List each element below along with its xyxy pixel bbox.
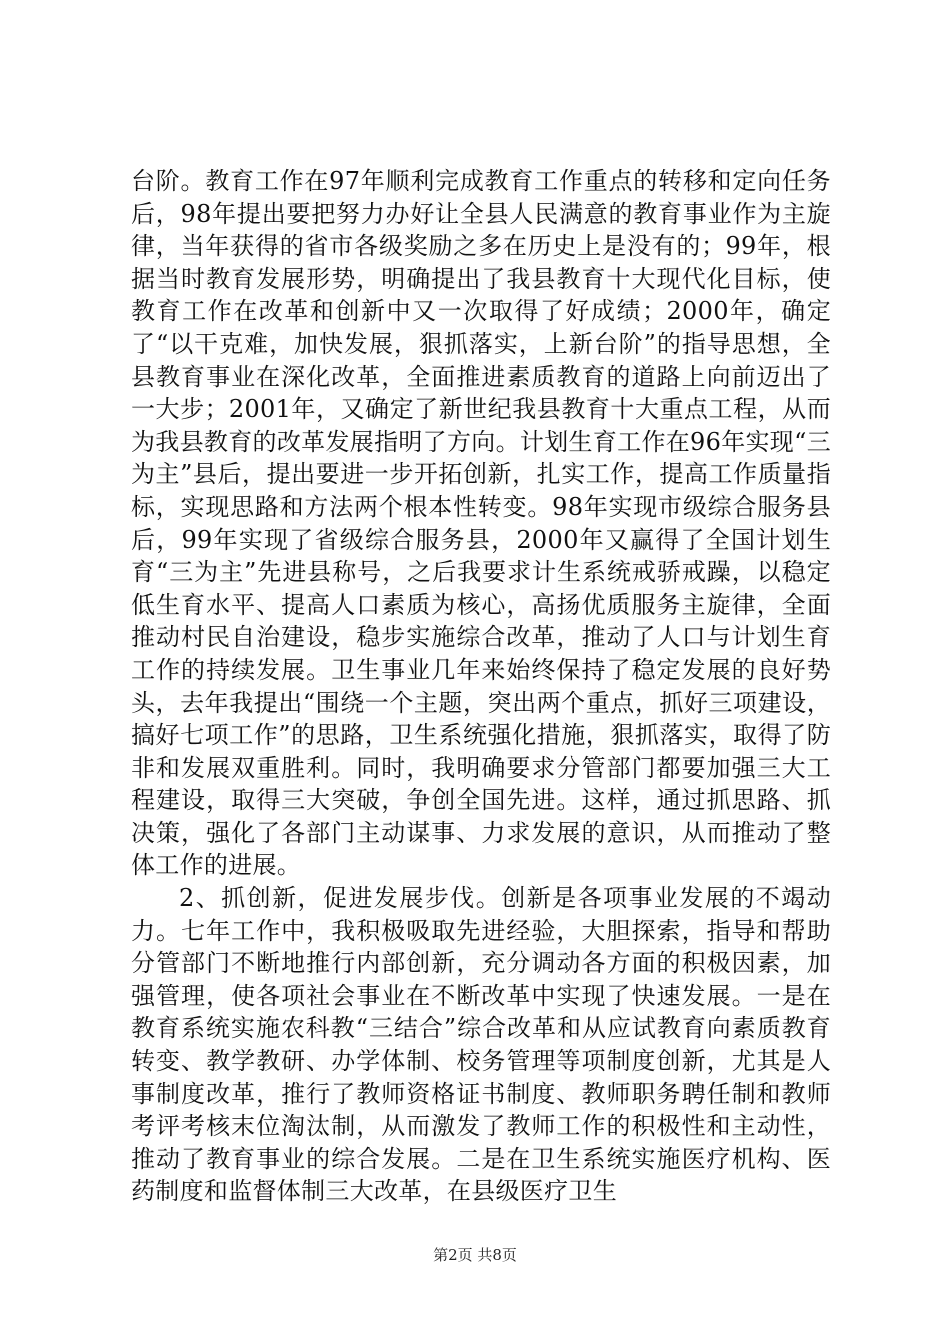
paragraph-1: 台阶。教育工作在97年顺利完成教育工作重点的转移和定向任务后，98年提出要把努力办好让全县人民满意的教育事业作为主旋律，当年获得的省市各级奖励之多在历史上是没有的；99年，根据当时教育发展形势，明确提出了我县教育十大现代化目标，使教育工作在改革和创新中又一次取得了好成绩；2000年，确定了“以干克难，加快发展，狠抓落实，上新台阶”的指导思想，全县教育事业在深化改革，全面推进素质教育的道路上向前迈出了一大步；2001年，又确定了新世纪我县教育十大重点工程，从而为我县教育的改革发展指明了方向。计划生育工作在96年实现“三为主”县后，提出要进一步开拓创新，扎实工作，提高工作质量指标，实现思路和方法两个根本性转变。98年实现市级综合服务县后，99年实现了省级综合服务县，2000年又赢得了全国计划生育“三为主”先进县称号，之后我要求计生系统戒骄戒躁，以稳定低生育水平、提高人口素质为核心，高扬优质服务主旋律，全面推动村民自治建设，稳步实施综合改革，推动了人口与计划生育工作的持续发展。卫生事业几年来始终保持了稳定发展的良好势头，去年我提出“围绕一个主题，突出两个重点，抓好三项建设，搞好七项工作”的思路，卫生系统强化措施，狠抓落实，取得了防非和发展双重胜利。同时，我明确要求分管部门都要加强三大工程建设，取得三大突破，争创全国先进。这样，通过抓思路、抓决策，强化了各部门主动谋事、力求发展的意识，从而推动了整体工作的进展。	[131, 167, 831, 880]
paragraph-2: 2、抓创新，促进发展步伐。创新是各项事业发展的不竭动力。七年工作中，我积极吸取先进经验，大胆探索，指导和帮助分管部门不断地推行内部创新，充分调动各方面的积极因素，加强管理，使各项社会事业在不断改革中实现了快速发展。一是在教育系统实施农科教“三结合”综合改革和从应试教育向素质教育转变、教学教研、办学体制、校务管理等项制度创新，尤其是人事制度改革，推行了教师资格证书制度、教师职务聘任制和教师考评考核末位淘汰制，从而激发了教师工作的积极性和主动性，推动了教育事业的综合发展。二是在卫生系统实施医疗机构、医药制度和监督体制三大改革，在县级医疗卫生	[131, 884, 831, 1206]
page-number: 第2页 共8页	[433, 1246, 517, 1264]
document-body	[131, 165, 831, 1208]
page-footer	[0, 1244, 950, 1265]
